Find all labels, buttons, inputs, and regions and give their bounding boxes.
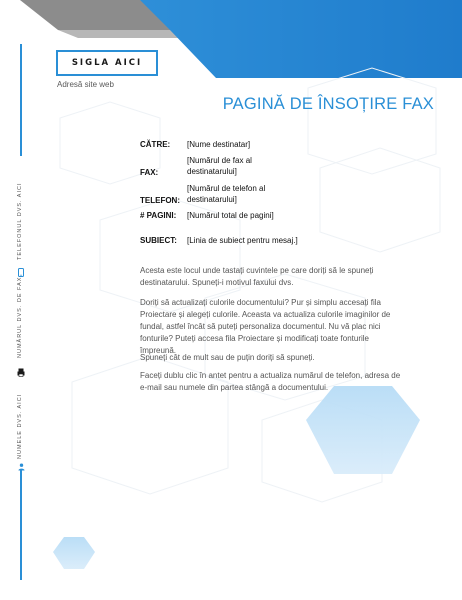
to-value[interactable]: [Nume destinatar]: [187, 140, 251, 149]
page-title: PAGINĂ DE ÎNSOȚIRE FAX: [222, 95, 434, 113]
body-paragraph-1[interactable]: Acesta este locul unde tastați cuvintele pe care doriți să le spuneți destinatarului. Spuneți-i motivul faxului dvs.: [140, 266, 374, 287]
pages-label: # PAGINI:: [140, 211, 177, 220]
phone-icon: [16, 267, 26, 277]
phone-label: TELEFON:: [140, 196, 180, 205]
body-paragraph-2[interactable]: Doriți să actualizați culorile documentului? Pur și simplu accesați fila Proiectare și alegeți culorile. Aceasta va actualiza culorile imaginilor de fundal, astfel încât să puteți personaliza documentul. Nu vă plac nici fonturile? Puteți accesa fila Proiectare și modificați toate fonturile împreună.: [140, 298, 391, 355]
subject-value[interactable]: [Linia de subiect pentru mesaj.]: [187, 236, 298, 245]
subject-label: SUBIECT:: [140, 236, 177, 245]
sidebar-fax-text[interactable]: NUMĂRUL DVS. DE FAX: [17, 276, 23, 358]
body-paragraph-3[interactable]: Spuneți cât de mult sau de puțin doriți să spuneți.: [140, 353, 315, 362]
hexagon-small: [53, 537, 95, 569]
to-label: CĂTRE:: [140, 140, 171, 149]
sidebar-name-text[interactable]: NUMELE DVS. AICI: [17, 393, 23, 459]
sidebar-phone-text[interactable]: TELEFONUL DVS. AICI: [17, 182, 23, 260]
phone-value[interactable]: [Numărul de telefon al destinatarului]: [187, 184, 266, 204]
top-blue-banner: [140, 0, 462, 78]
sidebar-line-bottom: [20, 470, 22, 580]
hexagon-large: [306, 386, 420, 474]
person-icon: [16, 462, 26, 472]
fax-value[interactable]: [Numărul de fax al destinatarului]: [187, 156, 252, 176]
website-address[interactable]: Adresă site web: [57, 80, 114, 89]
logo[interactable]: SIGLA AICI: [56, 50, 158, 76]
body-paragraph-4[interactable]: Faceți dublu clic în antet pentru a actualiza numărul de telefon, adresa de e-mail sau numele din partea stângă a documentului.: [140, 371, 401, 392]
sidebar-line-top: [20, 44, 22, 156]
fax-label: FAX:: [140, 168, 159, 177]
pages-value[interactable]: [Numărul total de pagini]: [187, 211, 274, 220]
fax-icon: [16, 367, 26, 377]
